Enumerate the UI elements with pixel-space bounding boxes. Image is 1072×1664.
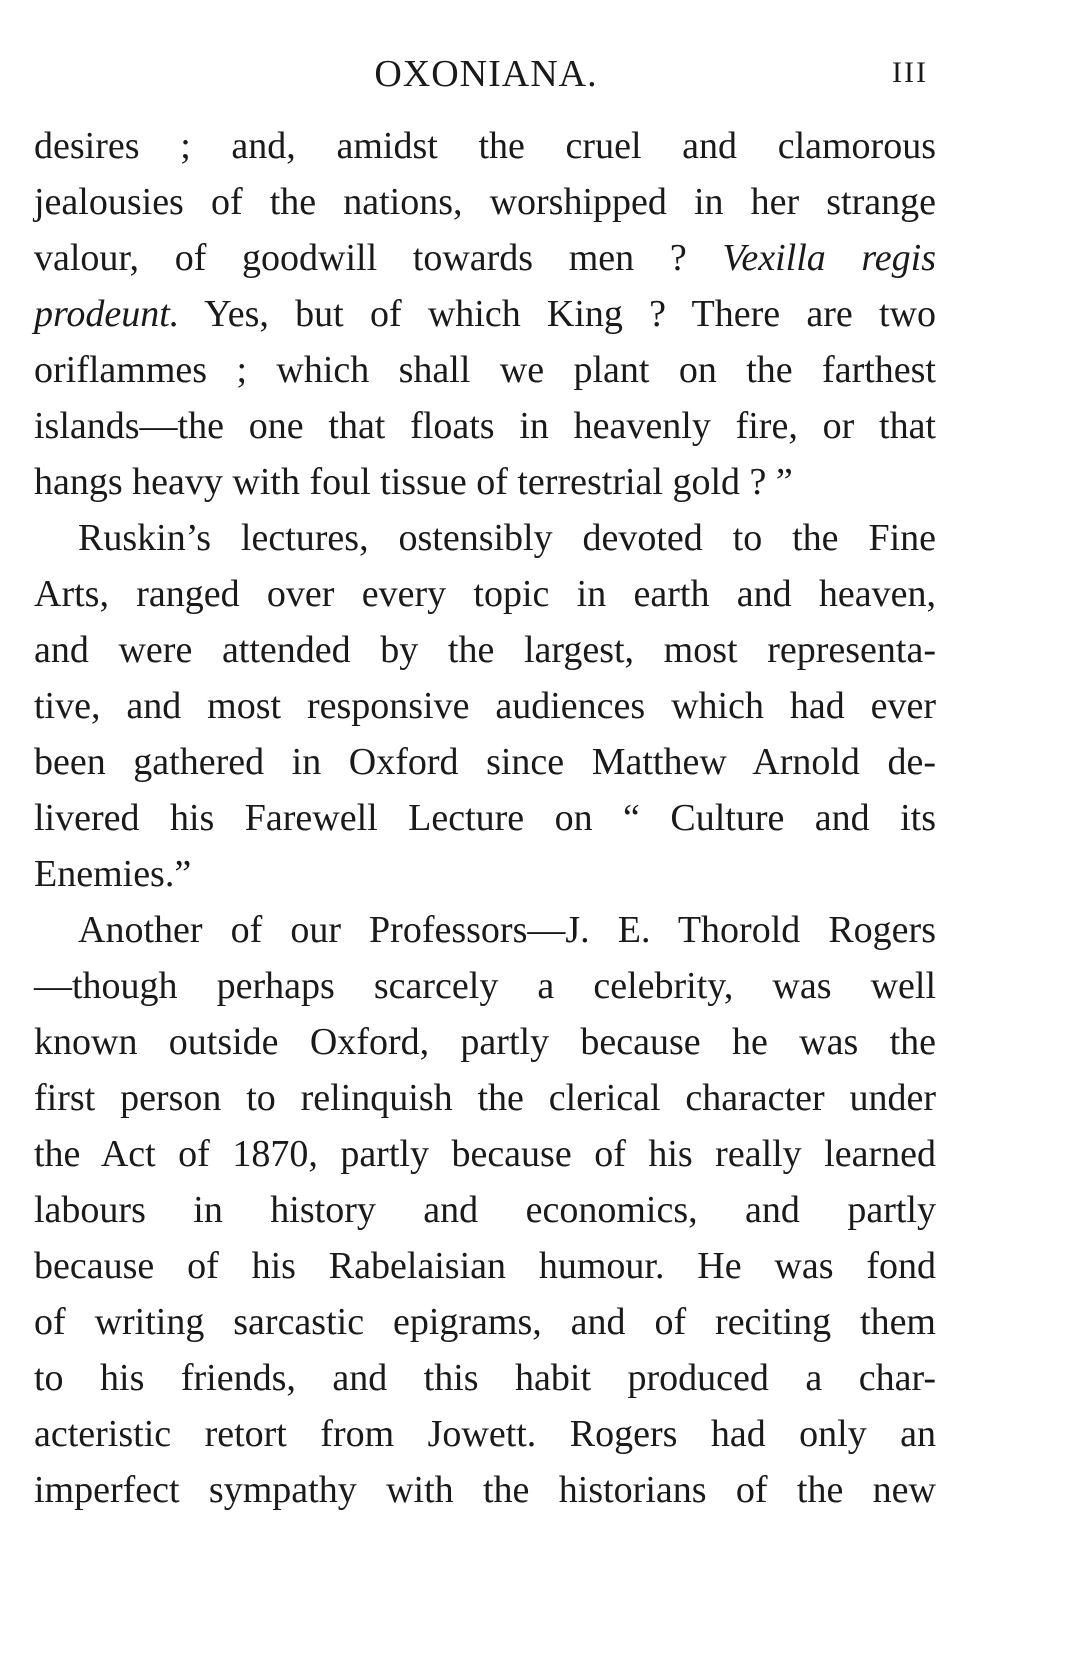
text-line: Arts, ranged over every topic in earth and heaven, xyxy=(34,573,936,615)
text-segment: Yes, but of which King ? There are two xyxy=(204,293,936,335)
text-line: acteristic retort from Jowett. Rogers had only an xyxy=(34,1413,936,1455)
italic-phrase: Vexilla regis xyxy=(722,237,936,279)
body-text xyxy=(34,118,936,1518)
text-line: and were attended by the largest, most representa- xyxy=(34,629,936,671)
text-line: —though perhaps scarcely a celebrity, was well xyxy=(34,965,936,1007)
text-line xyxy=(34,286,936,342)
text-line: the Act of 1870, partly because of his really learned xyxy=(34,1133,936,1175)
paragraph-first-line: Another of our Professors—J. E. Thorold Rogers xyxy=(78,909,936,951)
text-line: Enemies.” xyxy=(34,853,192,895)
text-line: known outside Oxford, partly because he was the xyxy=(34,1021,936,1063)
text-segment: valour, of goodwill towards men ? xyxy=(34,237,687,279)
text-line xyxy=(34,230,936,286)
page-number: III xyxy=(892,56,928,89)
text-line: hangs heavy with foul tissue of terrestrial gold ? ” xyxy=(34,461,793,503)
text-line: tive, and most responsive audiences which had ever xyxy=(34,685,936,727)
text-line: imperfect sympathy with the historians of the new xyxy=(34,1469,936,1511)
text-line: jealousies of the nations, worshipped in her strange xyxy=(34,181,936,223)
text-line: to his friends, and this habit produced a char- xyxy=(34,1357,936,1399)
text-line: islands—the one that floats in heavenly fire, or that xyxy=(34,405,936,447)
text-line: desires ; and, amidst the cruel and clamorous xyxy=(34,125,936,167)
running-head xyxy=(36,52,936,102)
text-line: livered his Farewell Lecture on “ Culture and its xyxy=(34,797,936,839)
text-line: because of his Rabelaisian humour. He was fond xyxy=(34,1245,936,1287)
text-line: labours in history and economics, and partly xyxy=(34,1189,936,1231)
text-line: oriflammes ; which shall we plant on the farthest xyxy=(34,349,936,391)
paragraph-first-line: Ruskin’s lectures, ostensibly devoted to the Fine xyxy=(78,517,936,559)
text-line: first person to relinquish the clerical character under xyxy=(34,1077,936,1119)
text-line: of writing sarcastic epigrams, and of reciting them xyxy=(34,1301,936,1343)
running-title: OXONIANA. xyxy=(374,53,598,95)
text-line: been gathered in Oxford since Matthew Arnold de- xyxy=(34,741,936,783)
italic-phrase: prodeunt. xyxy=(34,293,180,335)
